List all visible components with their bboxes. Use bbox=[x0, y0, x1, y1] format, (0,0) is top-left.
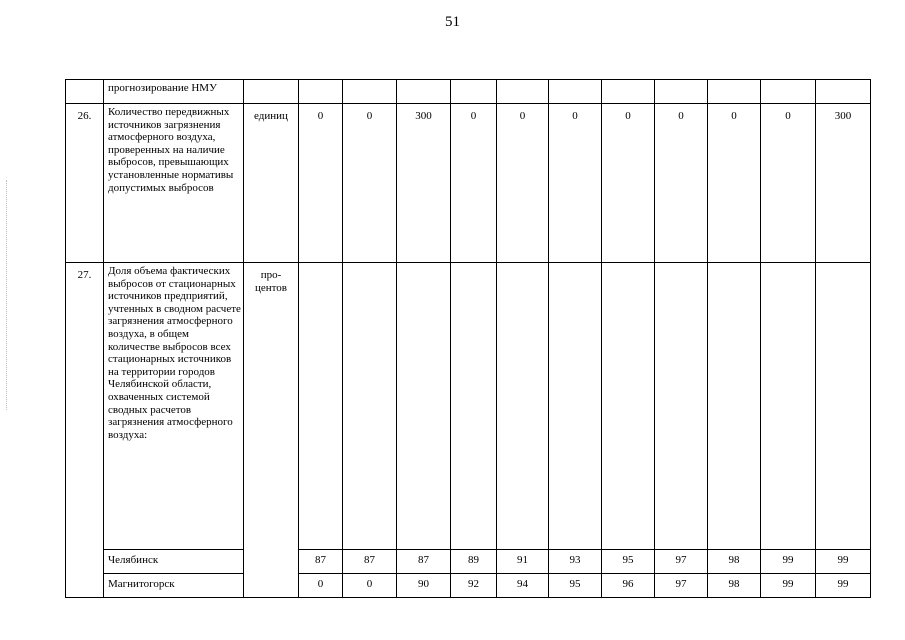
value-cell: 300 bbox=[397, 104, 451, 263]
value-cell bbox=[397, 80, 451, 104]
unit-cell bbox=[244, 549, 299, 573]
value-cell bbox=[761, 263, 816, 550]
value-cell: 97 bbox=[655, 549, 708, 573]
value-cell bbox=[397, 263, 451, 550]
value-cell: 0 bbox=[761, 104, 816, 263]
value-cell: 98 bbox=[708, 573, 761, 597]
indicators-table bbox=[65, 79, 871, 598]
table-row bbox=[66, 104, 871, 263]
value-cell bbox=[655, 263, 708, 550]
value-cell: 89 bbox=[451, 549, 497, 573]
city-name: Челябинск bbox=[104, 549, 244, 573]
value-cell: 99 bbox=[816, 549, 871, 573]
value-cell: 0 bbox=[343, 104, 397, 263]
row-number: 26. bbox=[66, 104, 104, 263]
value-cell bbox=[549, 80, 602, 104]
city-name: Магнитогорск bbox=[104, 573, 244, 597]
value-cell: 97 bbox=[655, 573, 708, 597]
table-row bbox=[66, 80, 871, 104]
value-cell: 87 bbox=[397, 549, 451, 573]
value-cell: 300 bbox=[816, 104, 871, 263]
value-cell: 90 bbox=[397, 573, 451, 597]
page-number: 51 bbox=[445, 14, 460, 30]
value-cell: 0 bbox=[343, 573, 397, 597]
table-row bbox=[66, 549, 871, 573]
value-cell bbox=[708, 263, 761, 550]
value-cell bbox=[708, 80, 761, 104]
value-cell: 0 bbox=[602, 104, 655, 263]
value-cell: 0 bbox=[549, 104, 602, 263]
value-cell bbox=[602, 263, 655, 550]
value-cell: 95 bbox=[602, 549, 655, 573]
unit-cell: единиц bbox=[244, 104, 299, 263]
row-number bbox=[66, 80, 104, 104]
value-cell bbox=[451, 80, 497, 104]
value-cell bbox=[497, 80, 549, 104]
value-cell: 0 bbox=[655, 104, 708, 263]
value-cell: 99 bbox=[761, 573, 816, 597]
unit-cell bbox=[244, 573, 299, 597]
value-cell bbox=[343, 263, 397, 550]
value-cell: 0 bbox=[299, 573, 343, 597]
value-cell bbox=[655, 80, 708, 104]
value-cell bbox=[451, 263, 497, 550]
indicator-description: прогнозирование НМУ bbox=[104, 80, 244, 104]
value-cell: 87 bbox=[299, 549, 343, 573]
row-number: 27. bbox=[66, 263, 104, 598]
value-cell bbox=[497, 263, 549, 550]
value-cell: 96 bbox=[602, 573, 655, 597]
value-cell: 91 bbox=[497, 549, 549, 573]
table-row bbox=[66, 263, 871, 550]
scan-edge-mark bbox=[6, 180, 8, 410]
value-cell bbox=[761, 80, 816, 104]
value-cell bbox=[816, 80, 871, 104]
table-row bbox=[66, 573, 871, 597]
value-cell bbox=[816, 263, 871, 550]
value-cell: 95 bbox=[549, 573, 602, 597]
value-cell: 0 bbox=[708, 104, 761, 263]
value-cell: 0 bbox=[299, 104, 343, 263]
indicator-description: Доля объема фактических выбросов от стационарных источников предприятий, учтенных в сводном расчете загрязнения атмосферного воздуха, в общем количестве выбросов всех стационарных источников на территории городов Челябинской области, охваченных системой сводных расчетов загрязнения атмосферного воздуха: bbox=[104, 263, 244, 550]
value-cell: 93 bbox=[549, 549, 602, 573]
unit-cell bbox=[244, 80, 299, 104]
value-cell bbox=[299, 263, 343, 550]
indicator-description: Количество передвижных источников загрязнения атмосферного воздуха, проверенных на наличие выбросов, превышающих установленные нормативы допустимых выбросов bbox=[104, 104, 244, 263]
value-cell bbox=[343, 80, 397, 104]
unit-cell: про-центов bbox=[244, 263, 299, 550]
value-cell: 99 bbox=[816, 573, 871, 597]
value-cell: 0 bbox=[451, 104, 497, 263]
value-cell: 99 bbox=[761, 549, 816, 573]
value-cell bbox=[299, 80, 343, 104]
value-cell: 0 bbox=[497, 104, 549, 263]
value-cell: 87 bbox=[343, 549, 397, 573]
value-cell: 98 bbox=[708, 549, 761, 573]
value-cell bbox=[602, 80, 655, 104]
value-cell: 94 bbox=[497, 573, 549, 597]
value-cell bbox=[549, 263, 602, 550]
value-cell: 92 bbox=[451, 573, 497, 597]
